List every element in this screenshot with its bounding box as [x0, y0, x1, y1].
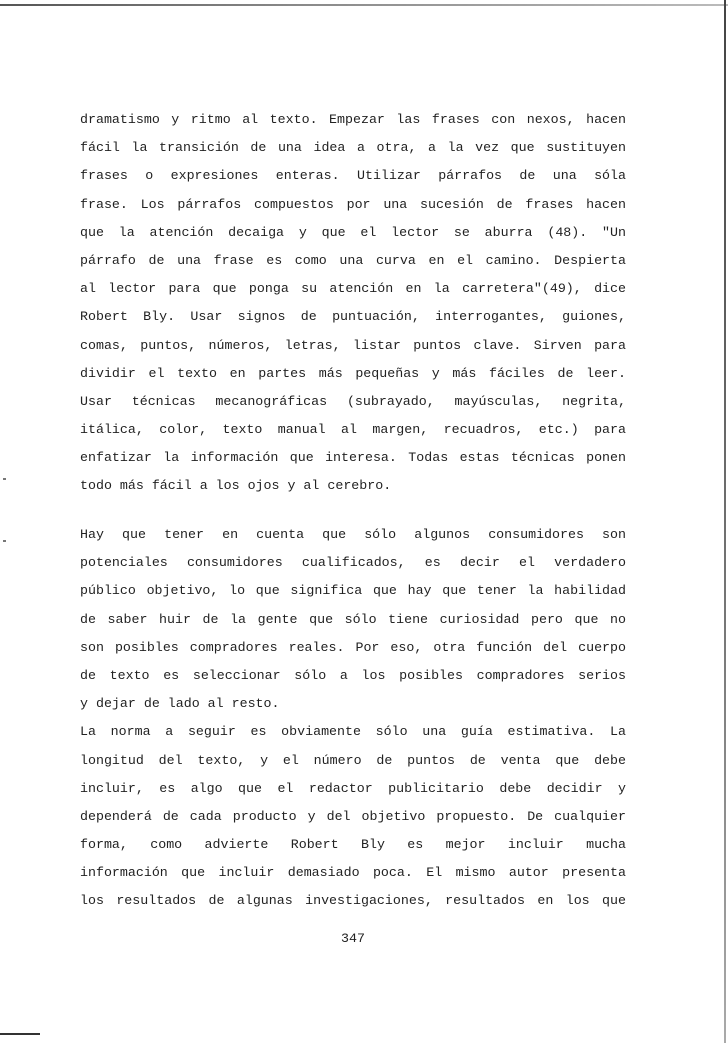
- text-line: dramatismo y ritmo al texto. Empezar las frases con nexos, hacen: [80, 112, 626, 127]
- text-line: de saber huir de la gente que sólo tiene curiosidad pero que no: [80, 611, 626, 627]
- text-line: potenciales consumidores cualificados, es decir el verdadero: [80, 555, 626, 571]
- text-line: fácil la transición de una idea a otra, a la vez que sustituyen: [80, 140, 626, 156]
- text-line: Usar técnicas mecanográficas (subrayado, mayúsculas, negrita,: [80, 393, 626, 409]
- text-line: longitud del texto, y el número de puntos de venta que debe: [80, 752, 626, 768]
- text-line: La norma a seguir es obviamente sólo una guía estimativa. La: [80, 724, 626, 740]
- text-line: comas, puntos, números, letras, listar puntos clave. Sirven para: [80, 337, 626, 353]
- page-number: 347: [341, 931, 365, 946]
- page-edge-bottom: [0, 1033, 40, 1035]
- text-line: enfatizar la información que interesa. Todas estas técnicas ponen: [80, 450, 626, 466]
- text-line: incluir, es algo que el redactor publicitario debe decidir y: [80, 780, 626, 796]
- margin-mark: [3, 478, 6, 480]
- text-line: Hay que tener en cuenta que sólo algunos consumidores son: [80, 527, 626, 542]
- text-line: dependerá de cada producto y del objetivo propuesto. De cualquier: [80, 808, 626, 824]
- text-line: itálica, color, texto manual al margen, recuadros, etc.) para: [80, 422, 626, 438]
- text-line: Robert Bly. Usar signos de puntuación, interrogantes, guiones,: [80, 309, 626, 325]
- text-line: párrafo de una frase es como una curva en el camino. Despierta: [80, 252, 626, 268]
- text-line: que la atención decaiga y que el lector se aburra (48). "Un: [80, 224, 626, 240]
- text-line: frases o expresiones enteras. Utilizar párrafos de una sóla: [80, 168, 626, 184]
- text-line: forma, como advierte Robert Bly es mejor incluir mucha: [80, 837, 626, 853]
- text-line: frase. Los párrafos compuestos por una sucesión de frases hacen: [80, 196, 626, 212]
- text-line: los resultados de algunas investigaciones, resultados en los que: [80, 893, 626, 909]
- page-edge-top: [0, 4, 728, 6]
- text-line: dividir el texto en partes más pequeñas y más fáciles de leer.: [80, 365, 626, 381]
- text-line: todo más fácil a los ojos y al cerebro.: [80, 478, 392, 494]
- text-line: de texto es seleccionar sólo a los posibles compradores serios: [80, 667, 626, 683]
- page-edge-right: [724, 0, 726, 1043]
- margin-mark: [3, 540, 6, 542]
- paragraph-1: [80, 106, 626, 501]
- text-line: son posibles compradores reales. Por eso, otra función del cuerpo: [80, 639, 626, 655]
- text-line: y dejar de lado al resto.: [80, 696, 280, 712]
- text-line: información que incluir demasiado poca. El mismo autor presenta: [80, 865, 626, 881]
- text-line: al lector para que ponga su atención en la carretera"(49), dice: [80, 281, 626, 297]
- text-line: público objetivo, lo que significa que hay que tener la habilidad: [80, 583, 626, 599]
- paragraphs-2-3: [80, 521, 626, 916]
